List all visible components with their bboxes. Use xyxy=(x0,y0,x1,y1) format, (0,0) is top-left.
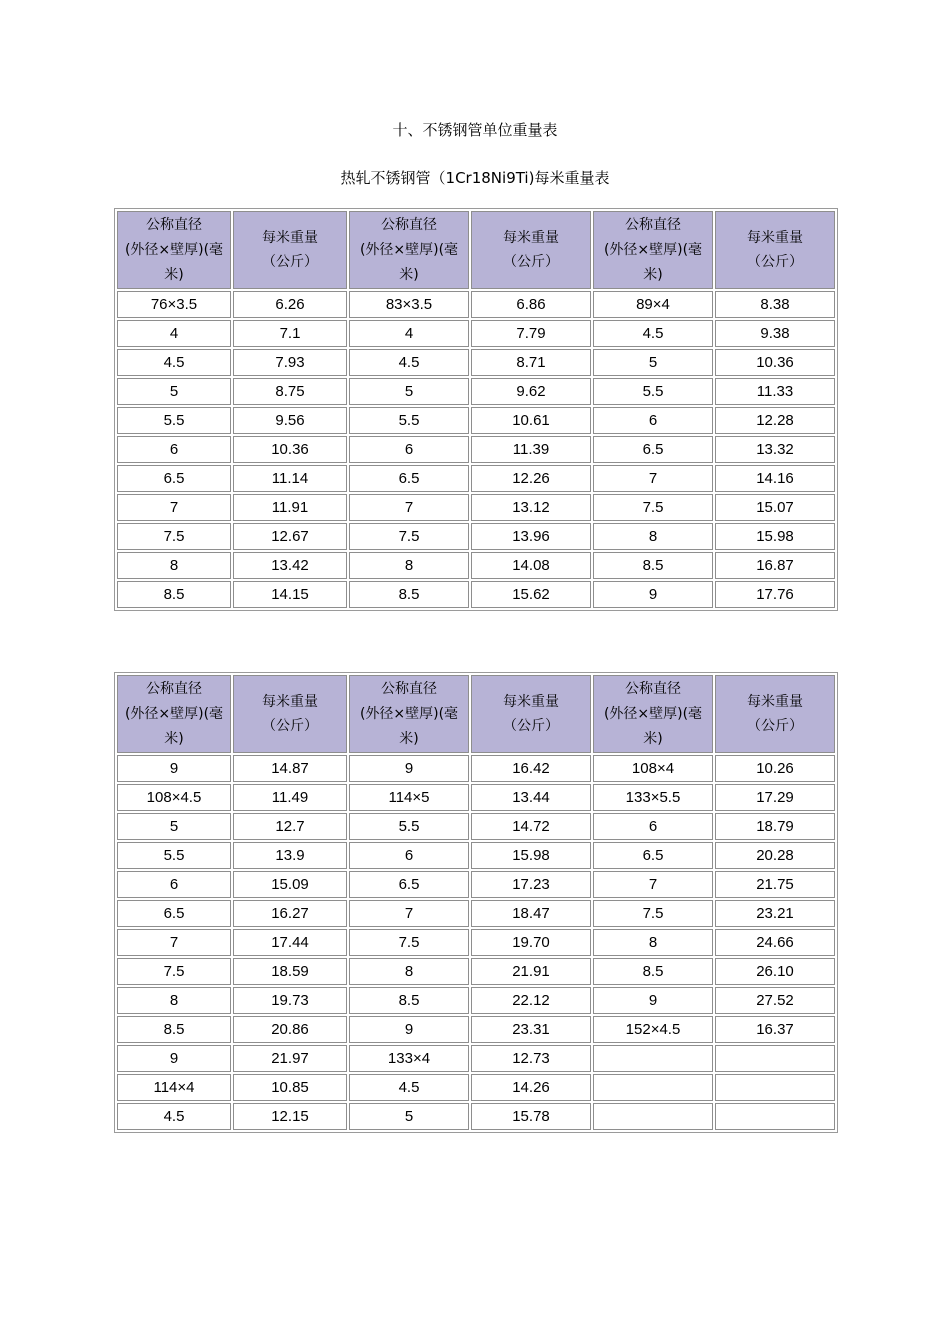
diameter-cell: 7.5 xyxy=(593,900,713,927)
diameter-cell: 5 xyxy=(349,1103,469,1130)
diameter-cell: 6 xyxy=(349,436,469,463)
weight-cell: 14.26 xyxy=(471,1074,591,1101)
weight-cell: 13.44 xyxy=(471,784,591,811)
table-row xyxy=(117,1016,835,1043)
diameter-cell: 5 xyxy=(117,813,231,840)
diameter-cell xyxy=(593,1074,713,1101)
weight-cell: 7.93 xyxy=(233,349,347,376)
weight-cell: 15.07 xyxy=(715,494,835,521)
diameter-cell: 4.5 xyxy=(117,1103,231,1130)
table-row xyxy=(117,784,835,811)
header-text: 米) xyxy=(643,266,663,283)
weight-cell: 11.14 xyxy=(233,465,347,492)
weight-cell: 7.79 xyxy=(471,320,591,347)
weight-cell: 7.1 xyxy=(233,320,347,347)
diameter-cell: 9 xyxy=(593,581,713,608)
diameter-cell: 6 xyxy=(117,871,231,898)
diameter-cell: 5.5 xyxy=(349,813,469,840)
header-text: （公斤） xyxy=(262,254,318,270)
weight-cell: 21.97 xyxy=(233,1045,347,1072)
table-row xyxy=(117,465,835,492)
diameter-cell: 5 xyxy=(117,378,231,405)
diameter-cell: 7.5 xyxy=(593,494,713,521)
header-text: 每米重量 xyxy=(747,230,803,246)
table-row xyxy=(117,871,835,898)
diameter-cell: 9 xyxy=(117,1045,231,1072)
weight-cell: 16.42 xyxy=(471,755,591,782)
diameter-cell: 7 xyxy=(593,465,713,492)
diameter-cell: 5.5 xyxy=(117,407,231,434)
header-text: 米) xyxy=(399,266,419,283)
diameter-cell xyxy=(593,1045,713,1072)
weight-cell: 8.38 xyxy=(715,291,835,318)
diameter-cell: 4.5 xyxy=(593,320,713,347)
diameter-cell: 7.5 xyxy=(117,523,231,550)
diameter-cell: 5.5 xyxy=(593,378,713,405)
diameter-cell: 7 xyxy=(593,871,713,898)
diameter-cell: 8 xyxy=(117,552,231,579)
weight-cell: 13.32 xyxy=(715,436,835,463)
diameter-cell: 6.5 xyxy=(593,842,713,869)
table-row xyxy=(117,291,835,318)
diameter-cell: 8.5 xyxy=(349,987,469,1014)
weight-cell: 18.79 xyxy=(715,813,835,840)
header-text: 每米重量 xyxy=(262,230,318,246)
section-title: 十、不锈钢管单位重量表 xyxy=(392,121,558,139)
weight-cell: 12.73 xyxy=(471,1045,591,1072)
diameter-cell xyxy=(593,1103,713,1130)
weight-cell: 14.72 xyxy=(471,813,591,840)
header-text: 米) xyxy=(643,730,663,747)
weight-cell: 13.42 xyxy=(233,552,347,579)
weight-cell: 11.91 xyxy=(233,494,347,521)
header-text: （公斤） xyxy=(747,254,803,270)
header-text: (外径×壁厚)(毫 xyxy=(603,241,703,258)
diameter-cell: 8.5 xyxy=(349,581,469,608)
weight-cell: 12.15 xyxy=(233,1103,347,1130)
table-row xyxy=(117,378,835,405)
weight-cell: 14.87 xyxy=(233,755,347,782)
weight-cell: 17.29 xyxy=(715,784,835,811)
header-diameter xyxy=(593,211,713,289)
weight-cell: 11.33 xyxy=(715,378,835,405)
table-row xyxy=(117,813,835,840)
diameter-cell: 5.5 xyxy=(349,407,469,434)
table-row xyxy=(117,494,835,521)
table-row xyxy=(117,407,835,434)
table-row xyxy=(117,958,835,985)
weight-cell xyxy=(715,1045,835,1072)
weight-cell: 22.12 xyxy=(471,987,591,1014)
diameter-cell: 5 xyxy=(593,349,713,376)
diameter-cell: 5.5 xyxy=(117,842,231,869)
table-row xyxy=(117,1045,835,1072)
table-row xyxy=(117,1103,835,1130)
weight-cell: 14.15 xyxy=(233,581,347,608)
header-text: 每米重量 xyxy=(262,694,318,710)
diameter-cell: 4 xyxy=(349,320,469,347)
header-weight xyxy=(715,211,835,289)
table-row xyxy=(117,320,835,347)
table-row xyxy=(117,987,835,1014)
header-text: 公称直径 xyxy=(381,216,437,233)
weight-cell: 11.39 xyxy=(471,436,591,463)
weight-cell: 13.96 xyxy=(471,523,591,550)
header-text: （公斤） xyxy=(262,718,318,734)
diameter-cell: 8 xyxy=(349,552,469,579)
diameter-cell: 4 xyxy=(117,320,231,347)
weight-cell xyxy=(715,1074,835,1101)
diameter-cell: 6 xyxy=(593,407,713,434)
weight-cell: 18.47 xyxy=(471,900,591,927)
header-text: 公称直径 xyxy=(146,216,202,233)
weight-cell: 17.44 xyxy=(233,929,347,956)
diameter-cell: 6.5 xyxy=(117,465,231,492)
weight-cell: 15.78 xyxy=(471,1103,591,1130)
weight-cell: 18.59 xyxy=(233,958,347,985)
header-weight xyxy=(233,211,347,289)
table-row xyxy=(117,1074,835,1101)
header-text: 公称直径 xyxy=(146,680,202,697)
weight-cell: 10.36 xyxy=(715,349,835,376)
diameter-cell: 108×4 xyxy=(593,755,713,782)
weight-cell: 21.75 xyxy=(715,871,835,898)
diameter-cell: 8 xyxy=(349,958,469,985)
weight-cell: 12.67 xyxy=(233,523,347,550)
weight-cell xyxy=(715,1103,835,1130)
header-weight xyxy=(715,675,835,753)
weight-cell: 17.76 xyxy=(715,581,835,608)
table-row xyxy=(117,929,835,956)
diameter-cell: 4.5 xyxy=(349,349,469,376)
header-text: (外径×壁厚)(毫 xyxy=(359,705,459,722)
table-row xyxy=(117,436,835,463)
weight-cell: 17.23 xyxy=(471,871,591,898)
diameter-cell: 5 xyxy=(349,378,469,405)
diameter-cell: 8 xyxy=(117,987,231,1014)
table-row xyxy=(117,349,835,376)
header-text: (外径×壁厚)(毫 xyxy=(359,241,459,258)
header-text: （公斤） xyxy=(503,718,559,734)
diameter-cell: 9 xyxy=(593,987,713,1014)
table-row xyxy=(117,523,835,550)
diameter-cell: 8 xyxy=(593,523,713,550)
weight-cell: 16.27 xyxy=(233,900,347,927)
diameter-cell: 76×3.5 xyxy=(117,291,231,318)
weight-cell: 6.26 xyxy=(233,291,347,318)
weight-cell: 12.7 xyxy=(233,813,347,840)
weight-cell: 12.26 xyxy=(471,465,591,492)
header-text: 米) xyxy=(164,730,184,747)
diameter-cell: 6 xyxy=(349,842,469,869)
header-text: 米) xyxy=(399,730,419,747)
diameter-cell: 8 xyxy=(593,929,713,956)
table-row xyxy=(117,900,835,927)
weight-cell: 14.16 xyxy=(715,465,835,492)
diameter-cell: 6.5 xyxy=(593,436,713,463)
diameter-cell: 8.5 xyxy=(593,552,713,579)
weight-cell: 15.98 xyxy=(471,842,591,869)
diameter-cell: 7.5 xyxy=(349,523,469,550)
diameter-cell: 9 xyxy=(349,755,469,782)
header-text: (外径×壁厚)(毫 xyxy=(603,705,703,722)
diameter-cell: 4.5 xyxy=(117,349,231,376)
weight-cell: 15.62 xyxy=(471,581,591,608)
diameter-cell: 6.5 xyxy=(117,900,231,927)
header-text: 每米重量 xyxy=(503,230,559,246)
weight-cell: 15.98 xyxy=(715,523,835,550)
diameter-cell: 89×4 xyxy=(593,291,713,318)
weight-cell: 10.36 xyxy=(233,436,347,463)
header-weight xyxy=(471,675,591,753)
header-weight xyxy=(233,675,347,753)
diameter-cell: 133×5.5 xyxy=(593,784,713,811)
diameter-cell: 7 xyxy=(349,494,469,521)
weight-cell: 14.08 xyxy=(471,552,591,579)
weight-cell: 11.49 xyxy=(233,784,347,811)
weight-cell: 19.73 xyxy=(233,987,347,1014)
diameter-cell: 6.5 xyxy=(349,465,469,492)
diameter-cell: 133×4 xyxy=(349,1045,469,1072)
weight-cell: 10.85 xyxy=(233,1074,347,1101)
table-row xyxy=(117,755,835,782)
diameter-cell: 7 xyxy=(349,900,469,927)
header-text: (外径×壁厚)(毫 xyxy=(124,705,224,722)
diameter-cell: 9 xyxy=(117,755,231,782)
header-text: （公斤） xyxy=(503,254,559,270)
diameter-cell: 83×3.5 xyxy=(349,291,469,318)
diameter-cell: 7 xyxy=(117,494,231,521)
weight-cell: 15.09 xyxy=(233,871,347,898)
diameter-cell: 6 xyxy=(593,813,713,840)
diameter-cell: 114×5 xyxy=(349,784,469,811)
diameter-cell: 8.5 xyxy=(117,581,231,608)
weight-cell: 8.75 xyxy=(233,378,347,405)
table-header-row xyxy=(117,211,835,289)
diameter-cell: 7 xyxy=(117,929,231,956)
header-diameter xyxy=(117,211,231,289)
weight-cell: 21.91 xyxy=(471,958,591,985)
weight-cell: 9.62 xyxy=(471,378,591,405)
weight-cell: 26.10 xyxy=(715,958,835,985)
diameter-cell: 6.5 xyxy=(349,871,469,898)
header-diameter xyxy=(349,211,469,289)
weight-cell: 16.37 xyxy=(715,1016,835,1043)
diameter-cell: 9 xyxy=(349,1016,469,1043)
table-row xyxy=(117,581,835,608)
weight-cell: 23.21 xyxy=(715,900,835,927)
header-diameter xyxy=(117,675,231,753)
weight-cell: 10.61 xyxy=(471,407,591,434)
weight-cell: 10.26 xyxy=(715,755,835,782)
header-text: 每米重量 xyxy=(747,694,803,710)
diameter-cell: 7.5 xyxy=(117,958,231,985)
header-diameter xyxy=(349,675,469,753)
diameter-cell: 6 xyxy=(117,436,231,463)
weight-table-1 xyxy=(114,208,838,611)
weight-cell: 12.28 xyxy=(715,407,835,434)
weight-cell: 9.56 xyxy=(233,407,347,434)
diameter-cell: 4.5 xyxy=(349,1074,469,1101)
header-weight xyxy=(471,211,591,289)
weight-cell: 6.86 xyxy=(471,291,591,318)
header-text: 公称直径 xyxy=(625,680,681,697)
header-text: （公斤） xyxy=(747,718,803,734)
table-row xyxy=(117,842,835,869)
header-text: 每米重量 xyxy=(503,694,559,710)
weight-cell: 9.38 xyxy=(715,320,835,347)
weight-cell: 8.71 xyxy=(471,349,591,376)
weight-cell: 27.52 xyxy=(715,987,835,1014)
table-title: 热轧不锈钢管（1Cr18Ni9Ti)每米重量表 xyxy=(340,169,610,187)
weight-cell: 19.70 xyxy=(471,929,591,956)
diameter-cell: 7.5 xyxy=(349,929,469,956)
diameter-cell: 8.5 xyxy=(117,1016,231,1043)
table-header-row xyxy=(117,675,835,753)
weight-cell: 13.12 xyxy=(471,494,591,521)
header-text: 公称直径 xyxy=(625,216,681,233)
header-text: 米) xyxy=(164,266,184,283)
weight-cell: 20.86 xyxy=(233,1016,347,1043)
weight-cell: 24.66 xyxy=(715,929,835,956)
header-diameter xyxy=(593,675,713,753)
diameter-cell: 152×4.5 xyxy=(593,1016,713,1043)
weight-cell: 23.31 xyxy=(471,1016,591,1043)
header-text: 公称直径 xyxy=(381,680,437,697)
weight-table-2 xyxy=(114,672,838,1133)
table-row xyxy=(117,552,835,579)
weight-cell: 13.9 xyxy=(233,842,347,869)
weight-cell: 20.28 xyxy=(715,842,835,869)
diameter-cell: 114×4 xyxy=(117,1074,231,1101)
header-text: (外径×壁厚)(毫 xyxy=(124,241,224,258)
weight-cell: 16.87 xyxy=(715,552,835,579)
diameter-cell: 8.5 xyxy=(593,958,713,985)
diameter-cell: 108×4.5 xyxy=(117,784,231,811)
